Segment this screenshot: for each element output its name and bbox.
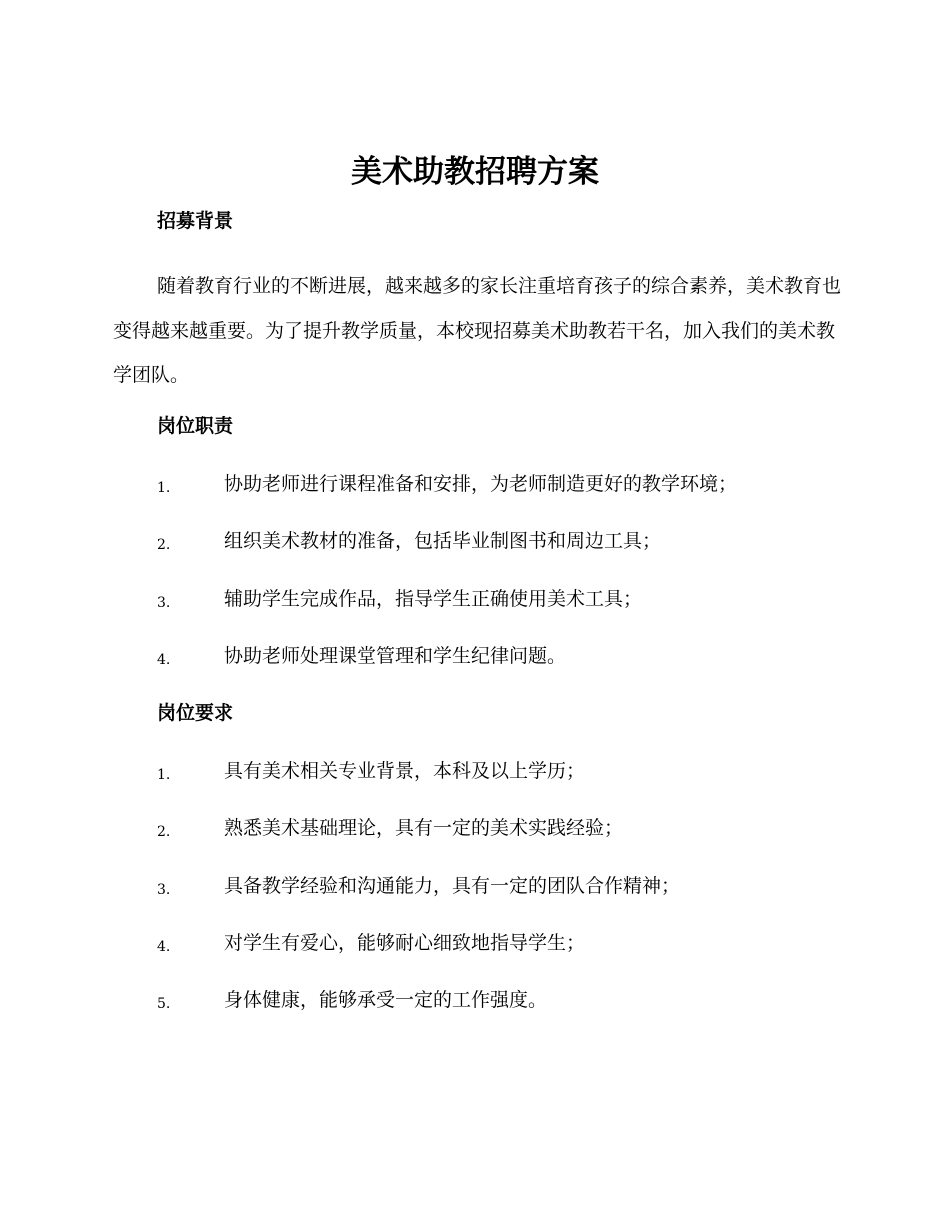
list-item	[0, 986, 950, 1043]
page-title: 美术助教招聘方案	[351, 154, 599, 190]
list-item-text: 具备教学经验和沟通能力，具有一定的团队合作精神；	[224, 874, 681, 897]
background-paragraph: 随着教育行业的不断进展，越来越多的家长注重培育孩子的综合素养，美术教育也变得越来越重要。为了提升教学质量，本校现招募美术助教若干名，加入我们的美术教学团队。	[113, 275, 842, 386]
list-item-number: 1.	[157, 480, 171, 496]
list-item-number: 5.	[157, 996, 171, 1013]
list-item	[0, 585, 950, 642]
list-item	[0, 642, 950, 699]
list-item-number: 2.	[157, 824, 171, 841]
list-item-text: 组织美术教材的准备，包括毕业制图书和周边工具；	[224, 530, 662, 553]
list-item-number: 4.	[157, 651, 171, 668]
list-item-number: 3.	[157, 881, 171, 898]
list-item	[0, 929, 950, 986]
list-item-number: 4.	[157, 938, 171, 955]
requirements-list	[0, 757, 950, 1043]
list-item	[0, 814, 950, 871]
list-item-number: 1.	[157, 767, 171, 783]
list-item	[0, 527, 950, 584]
heading-requirements: 岗位要求	[157, 702, 234, 724]
list-item-text: 协助老师处理课堂管理和学生纪律问题。	[224, 644, 567, 667]
list-item	[0, 757, 950, 814]
list-item-text: 协助老师进行课程准备和安排，为老师制造更好的教学环境；	[224, 473, 738, 495]
list-item	[0, 470, 950, 527]
list-item-text: 具有美术相关专业背景，本科及以上学历；	[224, 760, 586, 782]
list-item-number: 3.	[157, 594, 171, 611]
duties-list	[0, 470, 950, 699]
list-item-text: 身体健康，能够承受一定的工作强度。	[224, 989, 548, 1012]
list-item	[0, 872, 950, 929]
list-item-number: 2.	[157, 537, 171, 554]
list-item-text: 熟悉美术基础理论，具有一定的美术实践经验；	[224, 817, 624, 840]
heading-duties: 岗位职责	[157, 415, 234, 437]
heading-background: 招募背景	[157, 210, 234, 232]
list-item-text: 对学生有爱心，能够耐心细致地指导学生；	[224, 931, 586, 954]
list-item-text: 辅助学生完成作品，指导学生正确使用美术工具；	[224, 587, 643, 610]
